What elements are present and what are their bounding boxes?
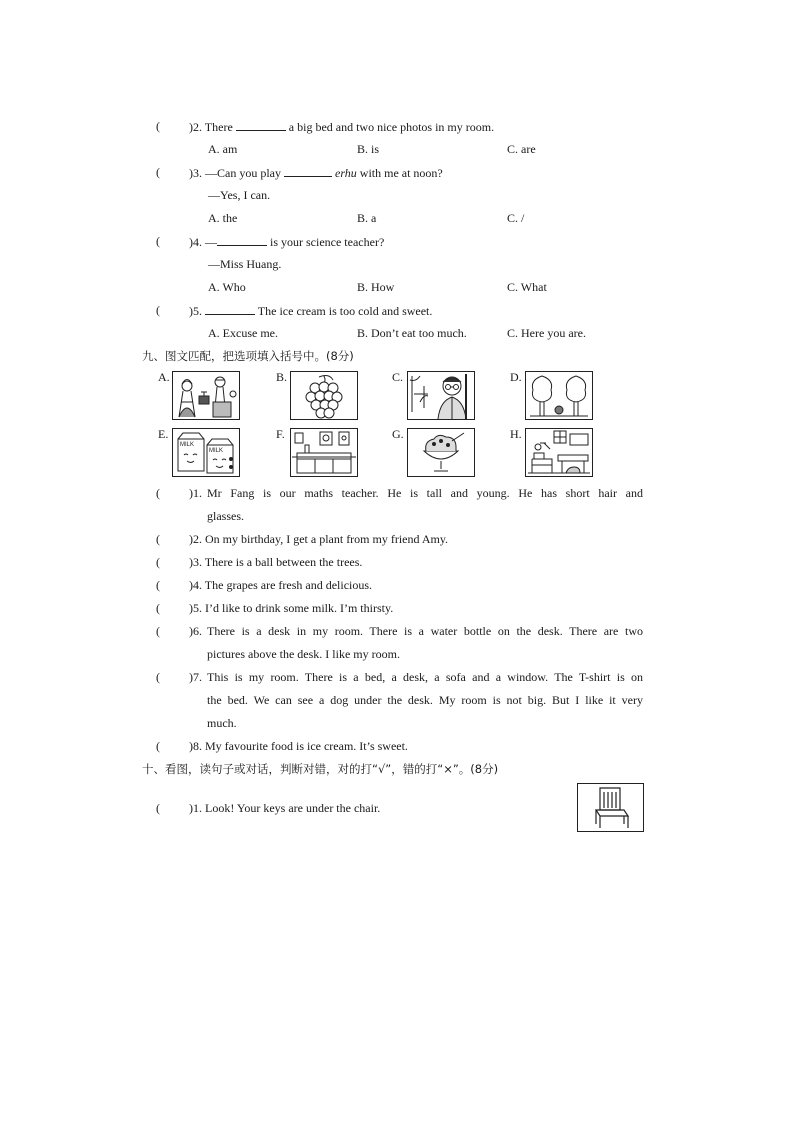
family-gift-icon [172,371,240,420]
ball-between-trees-icon [525,371,593,420]
sentence-text: much. [207,716,237,730]
dialogue-answer: —Yes, I can. [208,188,271,202]
picture-label: B. [276,370,288,384]
option-a: A. Who [208,280,246,294]
grapes-icon [290,371,358,420]
section-9-heading: 九、图文匹配，把选项填入括号中。(8分) [142,349,354,363]
answer-bracket[interactable]: ( [156,234,160,248]
picture-label: G. [392,427,404,441]
option-c: C. are [507,142,536,156]
mc-question-4: )4. — is your science teacher? [189,235,385,249]
picture-label: D. [510,370,522,384]
picture-label: E. [158,427,169,441]
match-sentence-8: )8. My favourite food is ice cream. It’s sweet. [189,739,408,753]
option-a: A. the [208,211,238,225]
picture-label: H. [510,427,522,441]
answer-bracket[interactable]: ( [156,486,160,500]
dialogue-answer: —Miss Huang. [208,257,282,271]
match-sentence-7: )7. [189,670,202,684]
sentence-text: There is a desk in my room. There is a water bottle on the desk. There are two [207,624,643,638]
answer-bracket[interactable]: ( [156,165,160,179]
sentence-text: This is my room. There is a bed, a desk, a sofa and a window. The T-shirt is on [207,670,643,684]
option-c: C. / [507,211,525,225]
option-c: C. What [507,280,547,294]
picture-label: F. [276,427,285,441]
answer-bracket[interactable]: ( [156,670,160,684]
mc-question-3: )3. —Can you play erhu with me at noon? [189,166,443,180]
answer-bracket[interactable]: ( [156,578,160,592]
option-c: C. Here you are. [507,326,586,340]
answer-bracket[interactable]: ( [156,555,160,569]
option-b: B. a [357,211,377,225]
milk-label: MILK [180,442,195,448]
sentence-text: pictures above the desk. I like my room. [207,647,400,661]
match-sentence-5: )5. I’d like to drink some milk. I’m thirsty. [189,601,394,615]
option-b: B. Don’t eat too much. [357,326,467,340]
answer-bracket[interactable]: ( [156,601,160,615]
milk-label: MILK [209,448,224,454]
teacher-with-glasses-icon [407,371,475,420]
answer-bracket[interactable]: ( [156,532,160,546]
match-sentence-3: )3. There is a ball between the trees. [189,555,363,569]
chair-icon [577,783,644,832]
option-b: B. is [357,142,380,156]
picture-label: A. [158,370,170,384]
match-sentence-2: )2. On my birthday, I get a plant from my friend Amy. [189,532,449,546]
judge-sentence-1: )1. Look! Your keys are under the chair. [189,801,381,815]
option-a: A. am [208,142,238,156]
answer-bracket[interactable]: ( [156,624,160,638]
milk-cartons-icon [172,428,240,477]
room-with-desk-icon [290,428,358,477]
sentence-text: the bed. We can see a dog under the desk. My room is not big. But I like it very [207,693,643,707]
match-sentence-1: )1. [189,486,202,500]
mc-question-2: )2. There a big bed and two nice photos in my room. [189,120,495,134]
sentence-text: Mr Fang is our maths teacher. He is tall and young. He has short hair and [207,486,643,500]
answer-bracket[interactable]: ( [156,739,160,753]
bedroom-with-dog-icon [525,428,593,477]
answer-bracket[interactable]: ( [156,303,160,317]
match-sentence-4: )4. The grapes are fresh and delicious. [189,578,373,592]
answer-bracket[interactable]: ( [156,801,160,815]
answer-bracket[interactable]: ( [156,119,160,133]
mc-question-5: )5. The ice cream is too cold and sweet. [189,304,433,318]
match-sentence-6: )6. [189,624,202,638]
ice-cream-icon [407,428,475,477]
section-10-heading: 十、看图，读句子或对话，判断对错，对的打“√”，错的打“×”。(8分) [142,762,499,776]
picture-label: C. [392,370,404,384]
option-b: B. How [357,280,395,294]
option-a: A. Excuse me. [208,326,278,340]
sentence-text: glasses. [207,509,244,523]
